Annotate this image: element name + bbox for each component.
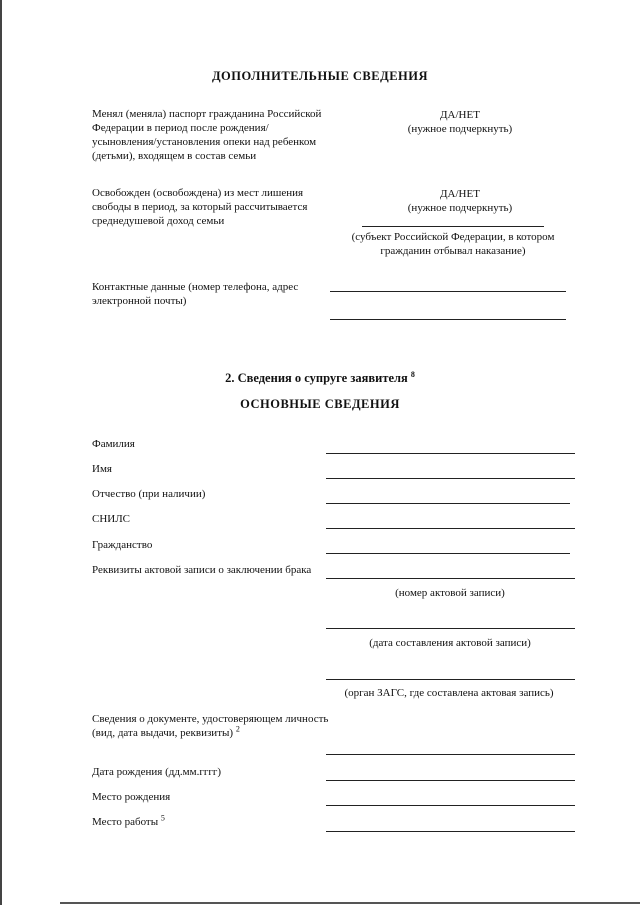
name-input-line[interactable]: [326, 478, 575, 479]
identity-doc-label-line2: [92, 726, 332, 740]
record-number-input-line[interactable]: [326, 578, 575, 579]
patronymic-label: Отчество (при наличии): [92, 488, 206, 500]
citizenship-label: Гражданство: [92, 539, 153, 551]
scan-bottom-edge: [60, 902, 640, 904]
passport-change-question: Менял (меняла) паспорт гражданина Российской Федерации в период после рождения/усыновления/установления опеки над ребенком (детьми), входящем в состав семьи: [92, 108, 322, 162]
spouse-heading-text: 2. Сведения о супруге заявителя: [225, 371, 408, 385]
identity-doc-footnote: 2: [235, 724, 240, 734]
birth-date-label: Дата рождения (дд.мм.гггг): [92, 766, 222, 778]
contacts-input-line-2[interactable]: [330, 319, 566, 320]
patronymic-input-line[interactable]: [326, 503, 570, 504]
spouse-section-heading: [0, 371, 640, 386]
identity-doc-label-line1: Сведения о документе, удостоверяющем личность: [92, 713, 329, 725]
workplace-label: [92, 815, 165, 829]
workplace-input-line[interactable]: [326, 831, 575, 832]
citizenship-input-line[interactable]: [326, 553, 570, 554]
snils-input-line[interactable]: [326, 528, 575, 529]
prison-region-input-line[interactable]: [362, 226, 544, 227]
marriage-record-label: Реквизиты актовой записи о заключении брака: [92, 564, 312, 576]
record-date-hint: (дата составления актовой записи): [369, 637, 531, 649]
record-number-hint: (номер актовой записи): [395, 587, 505, 599]
birth-date-input-line[interactable]: [326, 780, 575, 781]
contacts-input-line-1[interactable]: [330, 291, 566, 292]
registry-office-hint: (орган ЗАГС, где составлена актовая запись): [344, 687, 554, 699]
passport-change-hint: (нужное подчеркнуть): [407, 123, 513, 135]
workplace-label-text: Место работы: [92, 816, 159, 828]
contacts-label: Контактные данные (номер телефона, адрес электронной почты): [92, 281, 299, 307]
snils-label: СНИЛС: [92, 513, 131, 525]
record-date-input-line[interactable]: [326, 628, 575, 629]
passport-change-answer[interactable]: ДА/НЕТ: [440, 109, 480, 121]
prison-region-hint: (субъект Российской Федерации, в котором гражданин отбывал наказание): [351, 231, 555, 257]
prison-release-question: Освобожден (освобождена) из мест лишения свободы в период, за который рассчитывается среднедушевой доход семьи: [92, 187, 308, 227]
name-label: Имя: [92, 463, 112, 475]
scan-left-edge: [0, 0, 2, 905]
surname-label: Фамилия: [92, 438, 135, 450]
identity-doc-input-line[interactable]: [326, 754, 575, 755]
birth-place-label: Место рождения: [92, 791, 171, 803]
spouse-heading-footnote: 8: [410, 369, 415, 379]
registry-office-input-line[interactable]: [326, 679, 575, 680]
prison-release-answer[interactable]: ДА/НЕТ: [440, 188, 480, 200]
workplace-footnote: 5: [160, 813, 165, 823]
main-info-title: ОСНОВНЫЕ СВЕДЕНИЯ: [240, 397, 400, 411]
identity-doc-label: [92, 712, 332, 740]
surname-input-line[interactable]: [326, 453, 575, 454]
birth-place-input-line[interactable]: [326, 805, 575, 806]
additional-info-title: ДОПОЛНИТЕЛЬНЫЕ СВЕДЕНИЯ: [211, 69, 429, 83]
identity-doc-label-line2-text: (вид, дата выдачи, реквизиты): [92, 727, 234, 739]
prison-release-hint: (нужное подчеркнуть): [407, 202, 513, 214]
